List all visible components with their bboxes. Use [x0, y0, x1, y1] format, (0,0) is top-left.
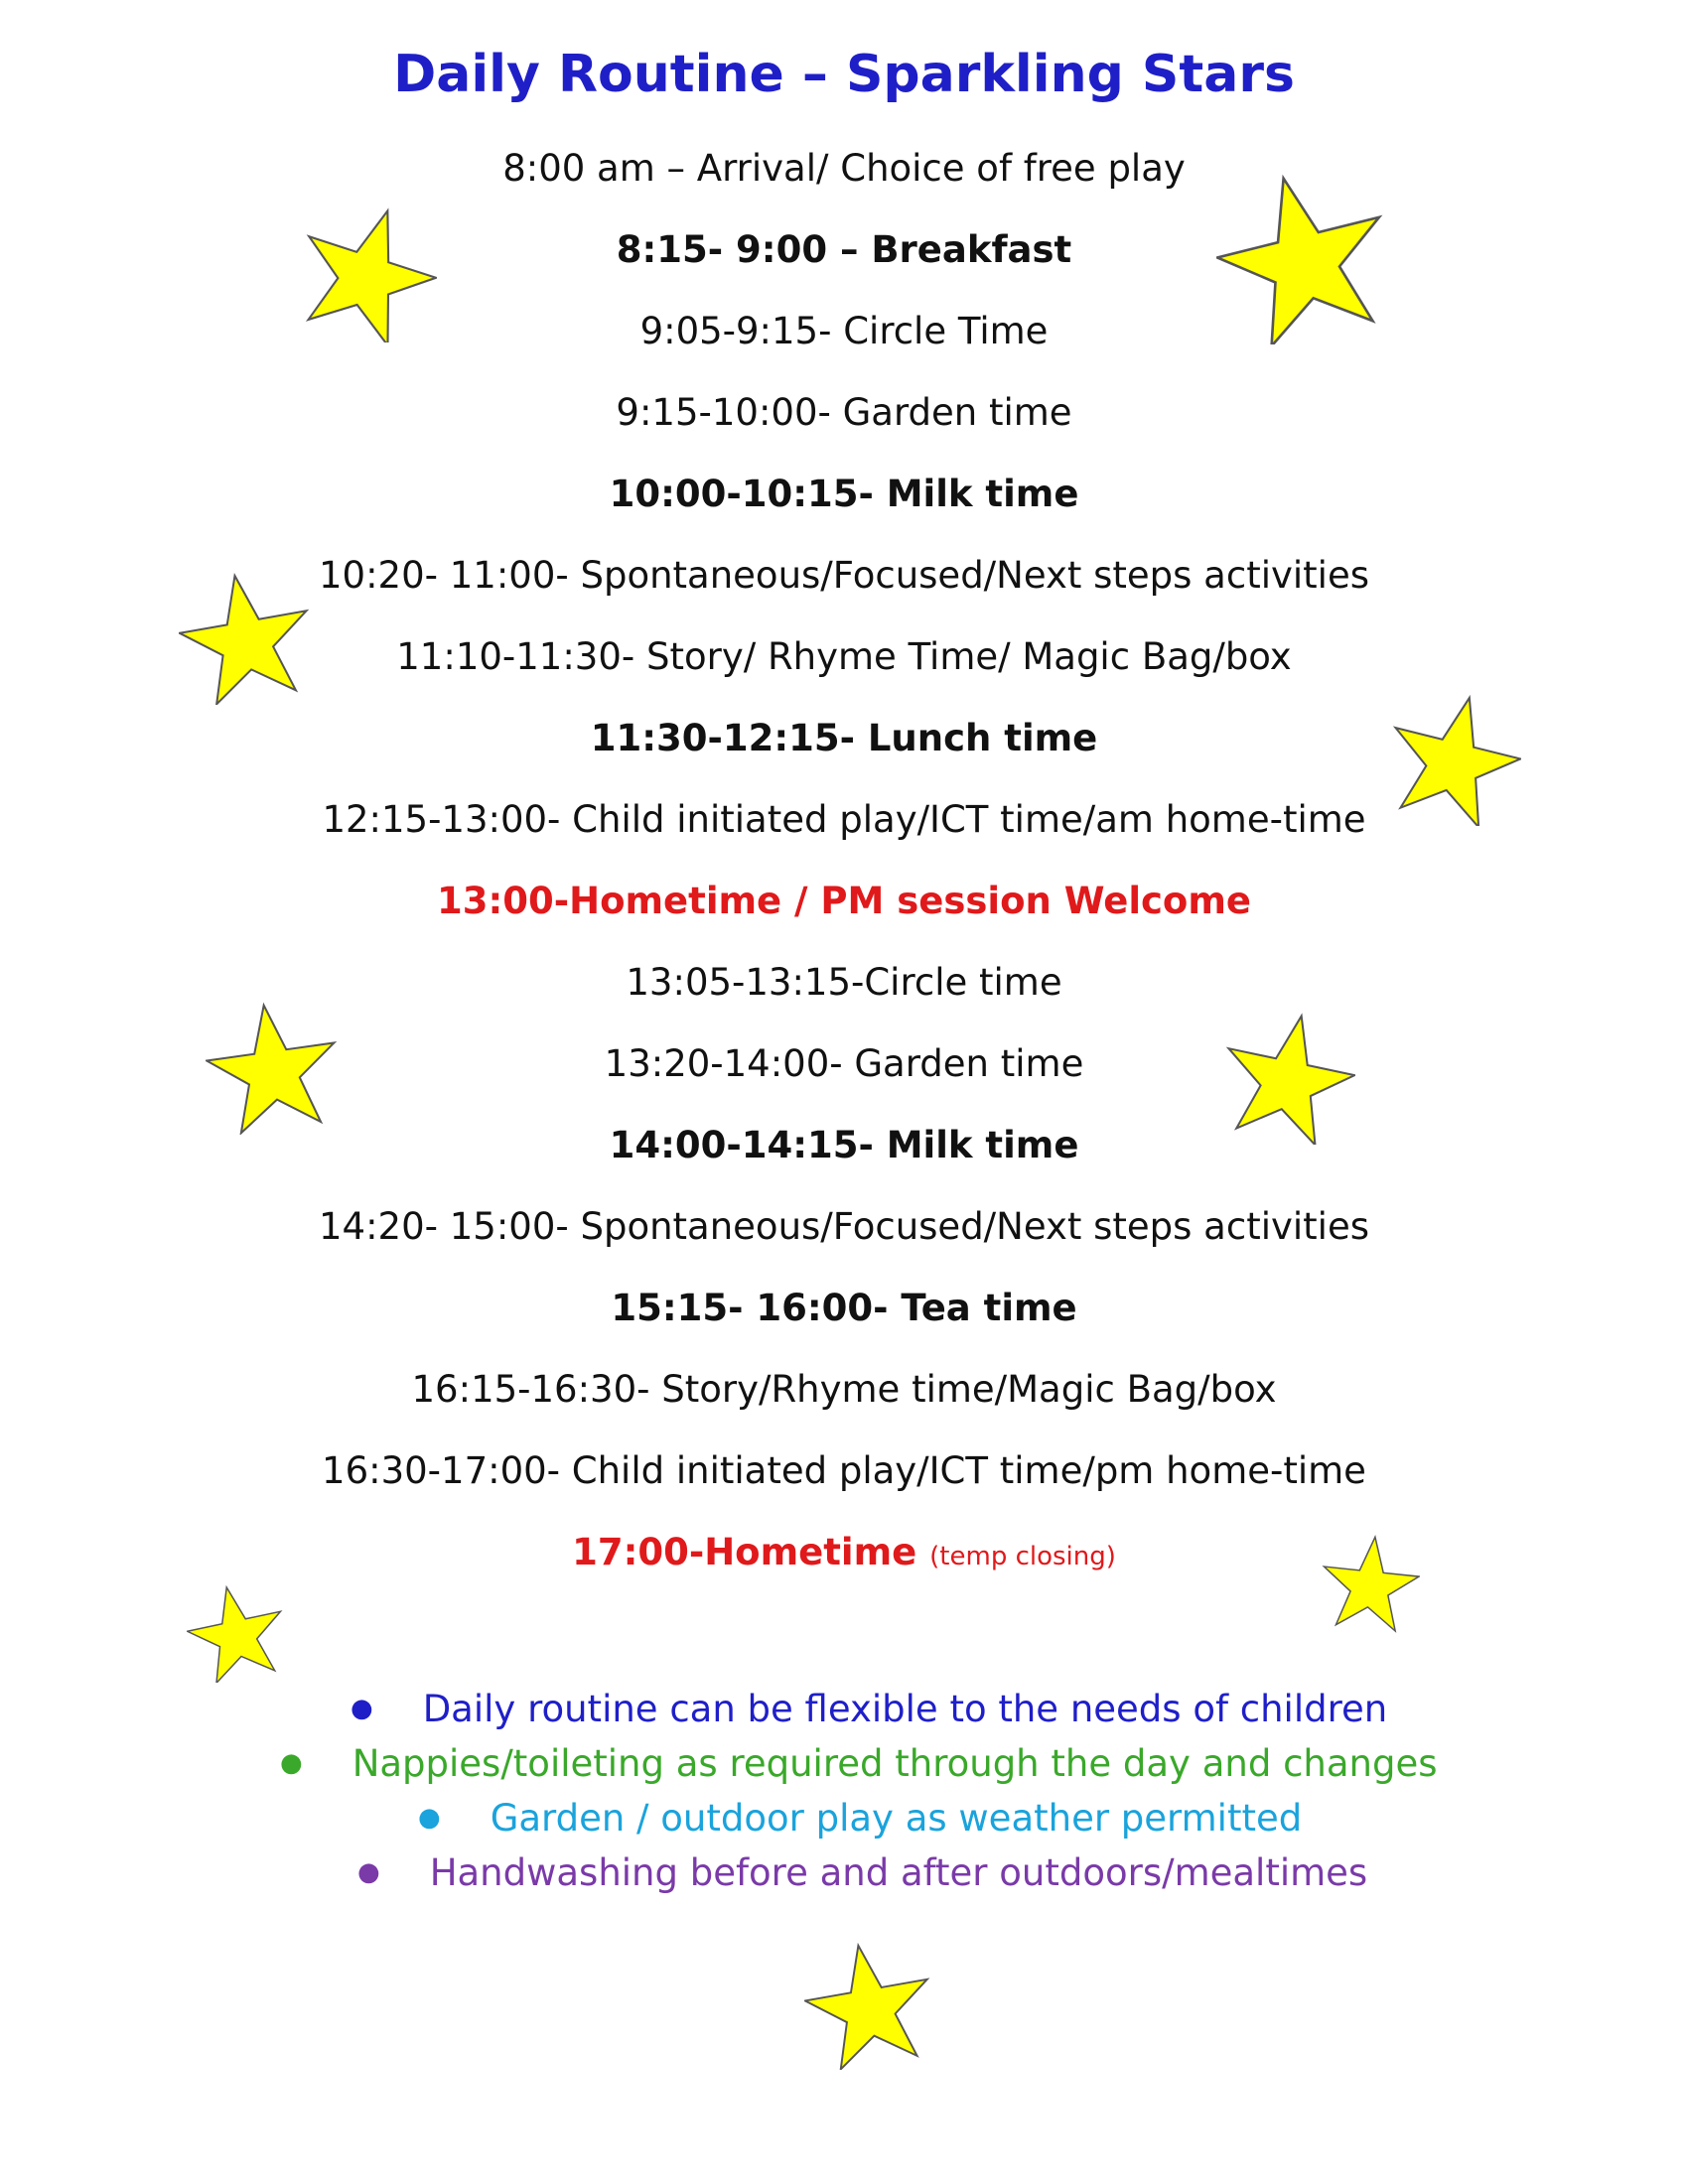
star-icon	[1387, 692, 1521, 826]
schedule-item: 16:15-16:30- Story/Rhyme time/Magic Bag/box	[411, 1368, 1277, 1411]
star-icon	[1221, 1011, 1355, 1145]
bullet-icon: ●	[418, 1802, 441, 1833]
schedule-item: 14:00-14:15- Milk time	[609, 1124, 1079, 1166]
bullet-icon: ●	[351, 1693, 373, 1723]
note-item	[280, 1739, 1438, 1791]
star-icon	[187, 1583, 286, 1683]
note-item	[351, 1685, 1387, 1736]
schedule-item-highlight	[0, 1528, 1688, 1581]
schedule-item: 10:20- 11:00- Spontaneous/Focused/Next steps activities	[319, 554, 1369, 597]
note-item	[357, 1848, 1367, 1900]
schedule-item: 16:30-17:00- Child initiated play/ICT time/pm home-time	[322, 1449, 1366, 1492]
note-text: Nappies/toileting as required through the day and changes	[352, 1742, 1438, 1785]
schedule-item: 13:20-14:00- Garden time	[604, 1042, 1084, 1085]
schedule-item-highlight: 13:00-Hometime / PM session Welcome	[436, 880, 1252, 922]
star-icon	[179, 571, 313, 705]
page-title: Daily Routine – Sparkling Stars	[393, 45, 1295, 104]
star-icon	[206, 1001, 340, 1135]
schedule-item: 10:00-10:15- Milk time	[609, 473, 1079, 515]
schedule-item: 8:15- 9:00 – Breakfast	[616, 228, 1072, 271]
schedule-item: 13:05-13:15-Circle time	[626, 961, 1062, 1004]
note-text: Handwashing before and after outdoors/mealtimes	[429, 1851, 1368, 1894]
schedule-item: 15:15- 16:00- Tea time	[611, 1287, 1077, 1329]
bullet-icon: ●	[280, 1747, 303, 1778]
star-icon	[804, 1941, 933, 2070]
star-icon	[1321, 1534, 1420, 1633]
schedule-item: 9:05-9:15- Circle Time	[639, 310, 1049, 352]
schedule-item: 11:30-12:15- Lunch time	[590, 717, 1098, 759]
note-text: Garden / outdoor play as weather permitted	[490, 1797, 1303, 1840]
star-icon	[1216, 171, 1390, 344]
note-item	[418, 1794, 1302, 1845]
schedule-item: 14:20- 15:00- Spontaneous/Focused/Next steps activities	[319, 1205, 1369, 1248]
schedule-item: 9:15-10:00- Garden time	[616, 391, 1072, 434]
note-text: Daily routine can be flexible to the needs of children	[422, 1688, 1388, 1730]
schedule-item: 12:15-13:00- Child initiated play/ICT time/am home-time	[322, 798, 1366, 841]
schedule-item: 11:10-11:30- Story/ Rhyme Time/ Magic Bag/box	[396, 635, 1292, 678]
schedule-item: 8:00 am – Arrival/ Choice of free play	[502, 147, 1186, 190]
closing-note: (temp closing)	[929, 1542, 1116, 1571]
bullet-icon: ●	[357, 1856, 380, 1887]
closing-time: 17:00-Hometime	[572, 1531, 917, 1573]
star-icon	[298, 204, 437, 342]
